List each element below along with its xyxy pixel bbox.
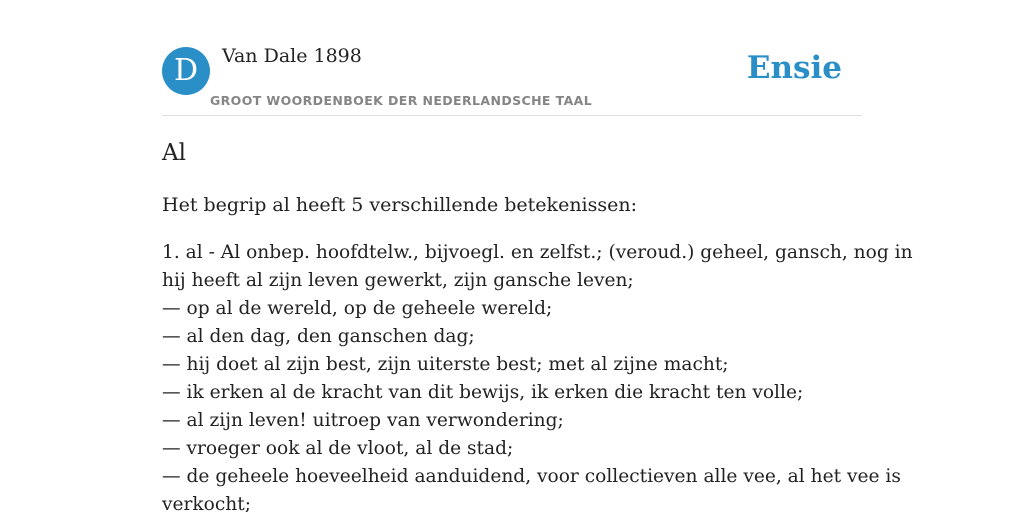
definition-line: verkocht; bbox=[162, 494, 251, 512]
definition-line: — de geheele hoeveelheid aanduidend, voor collectieven alle vee, al het vee is bbox=[162, 466, 901, 487]
brand-logo-link[interactable]: Ensie bbox=[746, 50, 842, 86]
entry-title: Al bbox=[162, 140, 186, 166]
definition-line: — ik erken al de kracht van dit bewijs, ik erken die kracht ten volle; bbox=[162, 382, 804, 403]
header bbox=[162, 0, 862, 116]
definition-line: — al den dag, den ganschen dag; bbox=[162, 326, 475, 347]
definition-line: — hij doet al zijn best, zijn uiterste best; met al zijne macht; bbox=[162, 354, 729, 375]
definition-body bbox=[162, 239, 913, 512]
source-title[interactable]: Van Dale 1898 bbox=[222, 45, 362, 67]
source-subtitle: GROOT WOORDENBOEK DER NEDERLANDSCHE TAAL bbox=[210, 93, 593, 108]
definition-line: — al zijn leven! uitroep van verwondering; bbox=[162, 410, 564, 431]
source-avatar: D bbox=[162, 47, 210, 95]
entry-intro: Het begrip al heeft 5 verschillende betekenissen: bbox=[162, 194, 638, 216]
definition-line: 1. al - Al onbep. hoofdtelw., bijvoegl. en zelfst.; (veroud.) geheel, gansch, nog in bbox=[162, 242, 913, 263]
definition-line: — vroeger ook al de vloot, al de stad; bbox=[162, 438, 514, 459]
definition-line: hij heeft al zijn leven gewerkt, zijn gansche leven; bbox=[162, 270, 634, 291]
content bbox=[162, 0, 913, 512]
definition-line: — op al de wereld, op de geheele wereld; bbox=[162, 298, 553, 319]
